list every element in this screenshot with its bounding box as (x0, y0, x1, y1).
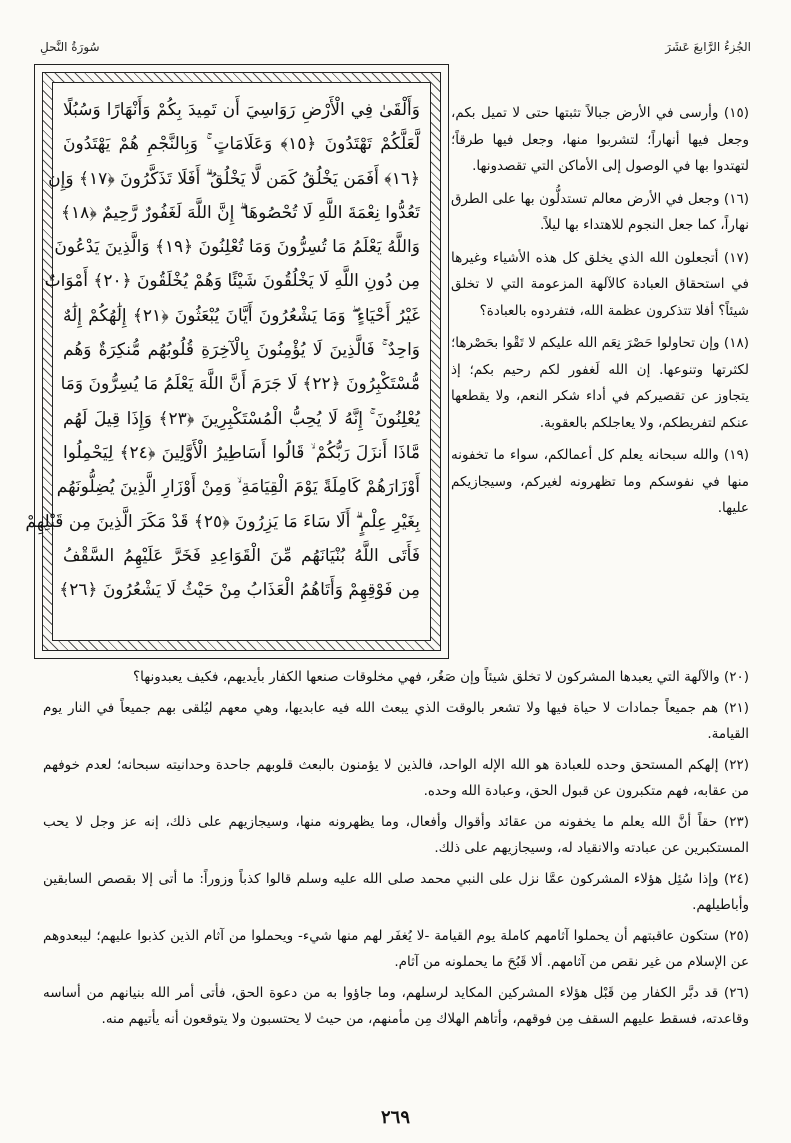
quran-line: لَّعَلَّكُمْ تَهْتَدُونَ ﴿١٥﴾ وَعَلَامَاتٍ ۚ وَبِالنَّجْمِ هُمْ يَهْتَدُونَ (63, 134, 420, 155)
tafsir-verse-25: (٢٥) ستكون عاقبتهم أن يحملوا آثامهم كاملة يوم القيامة -لا يُغفَر لهم منها شيء- ويحملوا من آثام الذين كذبوا عليهم؛ ليبعدوهم عن الإسلام من غير نقص من آثامهم. ألا قَبُحَ ما يحملونه من آثام. (43, 928, 749, 970)
tafsir-verse-23: (٢٣) حقاً أنَّ الله يعلم ما يخفونه من عقائد وأقوال وأفعال، وما يظهرونه منها، وسيجازيهم على ذلك، إنه عز وجل لا يحب المستكبرين عن عبادته والانقياد له، وسيجازيهم على ذلك. (43, 814, 749, 856)
quran-line: غَيْرُ أَحْيَاءٍ ۖ وَمَا يَشْعُرُونَ أَيَّانَ يُبْعَثُونَ ﴿٢١﴾ إِلَٰهُكُمْ إِلَٰهٌ (63, 305, 420, 326)
tafsir-verse-19: (١٩) والله سبحانه يعلم كل أعمالكم، سواء ما تخفونه منها في نفوسكم وما تظهرونه لغيركم، وسيجازيكم عليها. (451, 447, 749, 516)
tafsir-verse-17: (١٧) أتجعلون الله الذي يخلق كل هذه الأشياء وغيرها في استحقاق العبادة كالآلهة المزعومة التي لا تخلق شيئاً؟ أفلا تتذكرون عظمة الله، فتفردوه بالعبادة؟ (451, 249, 749, 319)
tafsir-verse-16: (١٦) وجعل في الأرض معالم تستدلُّون بها على الطرق نهاراً، كما جعل النجوم للاهتداء بها ليلاً. (451, 190, 749, 233)
tafsir-verse-26: (٢٦) قد دبَّر الكفار مِن قَبْل هؤلاء المشركين المكايد لرسلهم، وما جاؤوا به من دعوة الحق، فأتى أمر الله بنيانهم من أساسه وقاعدته، فسقط عليهم السقف مِن فوقهم، وأتاهم الهلاك مِن مأمنهم، من حيث لا يحتسبون ولا يتوقعون أنه يأتيهم منه. (43, 985, 749, 1027)
quran-line: تَعُدُّوا نِعْمَةَ اللَّهِ لَا تُحْصُوهَا ۗ إِنَّ اللَّهَ لَغَفُورٌ رَّحِيمٌ ﴿١٨﴾ (60, 202, 420, 223)
tafsir-side-column (451, 100, 749, 528)
quran-line: فَأَتَى اللَّهُ بُنْيَانَهُم مِّنَ الْقَوَاعِدِ فَخَرَّ عَلَيْهِمُ السَّقْفُ (63, 545, 420, 566)
quran-line: مِن دُونِ اللَّهِ لَا يَخْلُقُونَ شَيْئًا وَهُمْ يُخْلَقُونَ ﴿٢٠﴾ أَمْوَاتٌ (44, 271, 420, 292)
tafsir-verse-22: (٢٢) إلهكم المستحق وحده للعبادة هو الله الإله الواحد، فالذين لا يؤمنون بالبعث قلوبهم جاحدة وحدانيته سبحانه؛ لعدم خوفهم من عقابه، فهم متكبرون عن قبول الحق، وعبادة الله وحده. (43, 757, 749, 799)
tafsir-full-width (43, 664, 749, 1037)
quran-line: وَأَلْقَىٰ فِي الْأَرْضِ رَوَاسِيَ أَن تَمِيدَ بِكُمْ وَأَنْهَارًا وَسُبُلًا (63, 100, 420, 120)
quran-line: مَّاذَا أَنزَلَ رَبُّكُمْ ۙ قَالُوا أَسَاطِيرُ الْأَوَّلِينَ ﴿٢٤﴾ لِيَحْمِلُوا (63, 442, 421, 463)
tafsir-verse-21: (٢١) هم جميعاً جمادات لا حياة فيها ولا تشعر بالوقت الذي يبعث الله فيه عابديها، وهي معهم ليُلقى بهم جميعاً في النار يوم القيامة. (43, 700, 749, 742)
quran-line: ﴿١٦﴾ أَفَمَن يَخْلُقُ كَمَن لَّا يَخْلُقُ ۗ أَفَلَا تَذَكَّرُونَ ﴿١٧﴾ وَإِن (48, 168, 420, 189)
quran-line: مِن فَوْقِهِمْ وَأَتَاهُمُ الْعَذَابُ مِنْ حَيْثُ لَا يَشْعُرُونَ ﴿٢٦﴾ (59, 580, 420, 601)
quran-line: أَوْزَارَهُمْ كَامِلَةً يَوْمَ الْقِيَامَةِ ۙ وَمِنْ أَوْزَارِ الَّذِينَ يُضِلُّونَهُم (56, 477, 420, 498)
page-number: ٢٦٩ (380, 1107, 410, 1128)
quran-line: يُعْلِنُونَ ۚ إِنَّهُ لَا يُحِبُّ الْمُسْتَكْبِرِينَ ﴿٢٣﴾ وَإِذَا قِيلَ لَهُم (63, 408, 420, 429)
quran-line: وَاللَّهُ يَعْلَمُ مَا تُسِرُّونَ وَمَا تُعْلِنُونَ ﴿١٩﴾ وَالَّذِينَ يَدْعُونَ (54, 237, 420, 258)
quran-text-block (25, 82, 431, 641)
juz-header: الجُزءُ الرَّابعَ عَشَرَ (665, 40, 751, 54)
quran-line: مُّسْتَكْبِرُونَ ﴿٢٢﴾ لَا جَرَمَ أَنَّ اللَّهَ يَعْلَمُ مَا يُسِرُّونَ وَمَا (60, 374, 420, 395)
tafsir-verse-15: (١٥) وأرسى في الأرض جبالاً تثبتها حتى لا تميل بكم، وجعل فيها أنهاراً؛ لتشربوا منها، وجعل فيها طرقاً؛ لتهتدوا بها في الوصول إلى الأماكن التي تقصدونها. (451, 105, 749, 174)
tafsir-verse-20: (٢٠) والآلهة التي يعبدها المشركون لا تخلق شيئاً وإن صَغُر، فهي مخلوقات صنعها الكفار بأيديهم، فكيف يعبدونها؟ (133, 669, 749, 685)
tafsir-verse-18: (١٨) وإن تحاولوا حَصْرَ نِعَم الله عليكم لا تَقْوا بحَصْرها؛ لكثرتها وتنوعها. إن الله لَغفور لكم رحيم بكم؛ إذ يتجاوز عن تقصيركم في أداء شكر النعم، ولا يقطعها عنكم لتفريطكم، ولا يعاجلكم بالعقوبة. (451, 335, 749, 431)
surah-header: سُورَةُ النَّحلِ (40, 40, 100, 54)
quran-line: وَاحِدٌ ۚ فَالَّذِينَ لَا يُؤْمِنُونَ بِالْآخِرَةِ قُلُوبُهُم مُّنكِرَةٌ وَهُم (63, 340, 420, 361)
quran-line: بِغَيْرِ عِلْمٍ ۗ أَلَا سَاءَ مَا يَزِرُونَ ﴿٢٥﴾ قَدْ مَكَرَ الَّذِينَ مِن قَبْلِهِمْ (25, 511, 420, 532)
tafsir-verse-24: (٢٤) وإذا سُئِل هؤلاء المشركون عمَّا نزل على النبي محمد صلى الله عليه وسلم قالوا كذباً وزوراً: ما أتى إلا بقصص السابقين وأباطيلهم. (43, 871, 749, 913)
quran-text-frame (25, 64, 449, 659)
ornamental-border (25, 72, 441, 651)
